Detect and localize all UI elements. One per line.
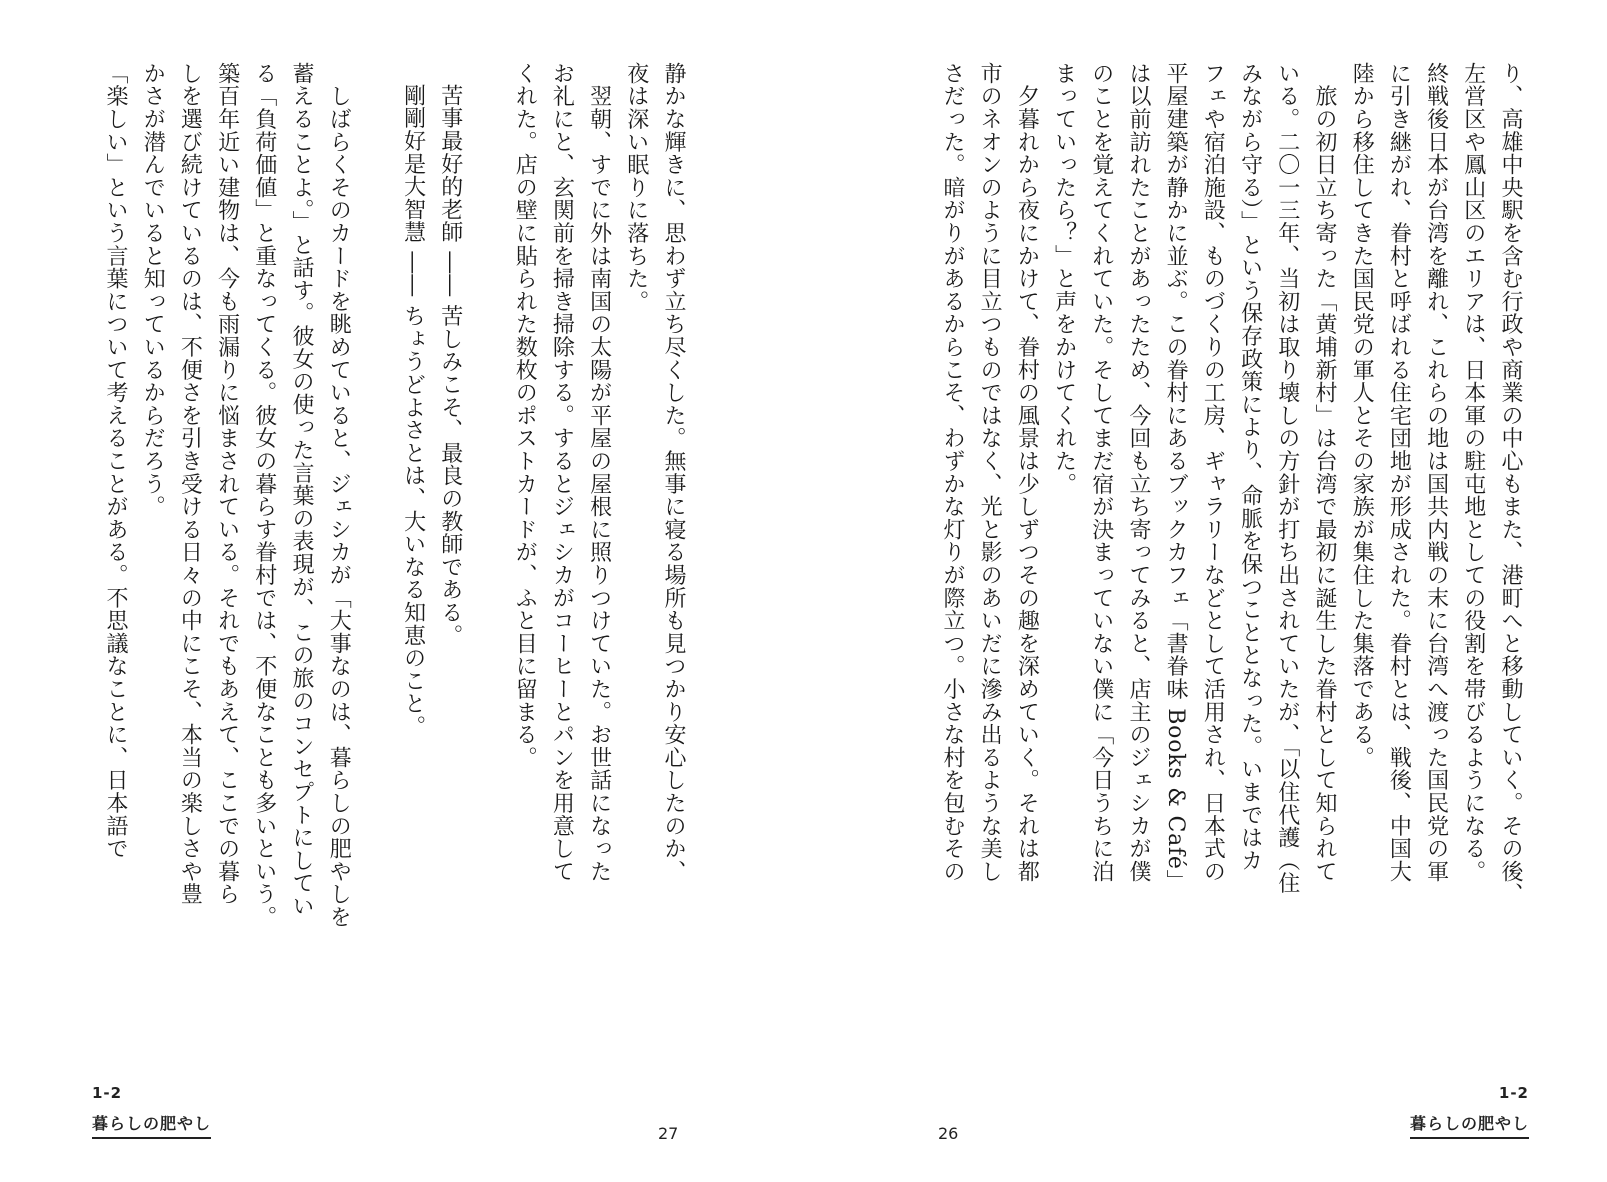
left-page-text bbox=[92, 62, 692, 942]
text-line: 静かな輝きに、思わず立ち尽くした。無事に寝る場所も見つかり安心したのか、 bbox=[661, 62, 686, 883]
left-footer-section-title: 暮らしの肥やし bbox=[92, 1111, 211, 1139]
text-line: 夕暮れから夜にかけて、眷村の風景は少しずつその趣を深めていく。それは都 bbox=[1014, 62, 1040, 883]
text-line: る「負荷価値」と重なってくる。彼女の暮らす眷村では、不便なことも多いという。 bbox=[251, 62, 277, 929]
text-line: 夜は深い眠りに落ちた。 bbox=[623, 62, 649, 313]
text-line: 市のネオンのように目立つものではなく、光と影のあいだに滲み出るような美し bbox=[977, 62, 1003, 883]
text-line: 「楽しい」という言葉について考えることがある。不思議なことに、日本語で bbox=[102, 62, 128, 860]
text-line: は以前訪れたことがあったため、今回も立ち寄ってみると、店主のジェシカが僕 bbox=[1125, 62, 1151, 883]
text-line: 陸から移住してきた国民党の軍人とその家族が集住した集落である。 bbox=[1349, 62, 1375, 769]
blank-line bbox=[357, 62, 394, 942]
text-line: 平屋建築が静かに並ぶ。この眷村にあるブックカフェ「書眷味 Books & Café」 bbox=[1163, 62, 1189, 893]
text-line: のことを覚えてくれていた。そしてまだ宿が決まっていない僕に「今日うちに泊 bbox=[1088, 62, 1114, 883]
text-line: かさが潜んでいると知っているからだろう。 bbox=[140, 62, 166, 518]
text-line: 築百年近い建物は、今も雨漏りに悩まされている。それでもあえて、ここでの暮ら bbox=[214, 62, 240, 906]
right-footer-section-title: 暮らしの肥やし bbox=[1410, 1111, 1529, 1139]
text-line: 翌朝、すでに外は南国の太陽が平屋の屋根に照りつけていた。お世話になった bbox=[586, 62, 612, 883]
right-page-number: 26 bbox=[938, 1124, 959, 1143]
text-line: まっていったら？」と声をかけてくれた。 bbox=[1051, 62, 1077, 496]
text-line: 蓄えることよ。」と話す。彼女の使った言葉の表現が、この旅のコンセプトにしてい bbox=[289, 62, 314, 918]
text-line: いる。二〇一三年、当初は取り壊しの方針が打ち出されていたが、「以住代護（住 bbox=[1274, 62, 1300, 895]
text-line: さだった。暗がりがあるからこそ、わずかな灯りが際立つ。小さな村を包むその bbox=[939, 62, 965, 883]
text-line: お礼にと、玄関前を掃き掃除する。するとジェシカがコーヒーとパンを用意して bbox=[549, 62, 575, 883]
left-footer-chapter: 1-2 bbox=[92, 1084, 123, 1102]
right-page-text bbox=[929, 62, 1529, 942]
text-line: くれた。店の壁に貼られた数枚のポストカードが、ふと目に留まる。 bbox=[512, 62, 538, 769]
text-line: しばらくそのカードを眺めていると、ジェシカが「大事なのは、暮らしの肥やしを bbox=[326, 62, 352, 929]
text-line: り、高雄中央駅を含む行政や商業の中心もまた、港町へと移動していく。その後、 bbox=[1498, 62, 1523, 906]
text-line: に引き継がれ、眷村と呼ばれる住宅団地が形成された。眷村とは、戦後、中国大 bbox=[1386, 62, 1412, 883]
proverb-line: 剛剛好是大智慧 ―― ちょうどよさとは、大いなる知恵のこと。 bbox=[400, 84, 426, 738]
proverb-line: 苦事最好的老師 ―― 苦しみこそ、最良の教師である。 bbox=[437, 84, 463, 647]
right-footer-chapter: 1-2 bbox=[1498, 1084, 1529, 1102]
text-line: みながら守る）」という保存政策により、命脈を保つこととなった。いまではカ bbox=[1237, 62, 1263, 872]
text-line: 終戦後日本が台湾を離れ、これらの地は国共内戦の末に台湾へ渡った国民党の軍 bbox=[1423, 62, 1449, 883]
text-line: しを選び続けているのは、不便さを引き受ける日々の中にこそ、本当の楽しさや豊 bbox=[177, 62, 203, 906]
left-page-number: 27 bbox=[658, 1124, 679, 1143]
text-line: 左営区や鳳山区のエリアは、日本軍の駐屯地としての役割を帯びるようになる。 bbox=[1460, 62, 1486, 883]
blank-line bbox=[469, 62, 506, 942]
text-line: フェや宿泊施設、ものづくりの工房、ギャラリーなどとして活用され、日本式の bbox=[1200, 62, 1226, 883]
text-line: 旅の初日立ち寄った「黄埔新村」は台湾で最初に誕生した眷村として知られて bbox=[1311, 62, 1337, 883]
